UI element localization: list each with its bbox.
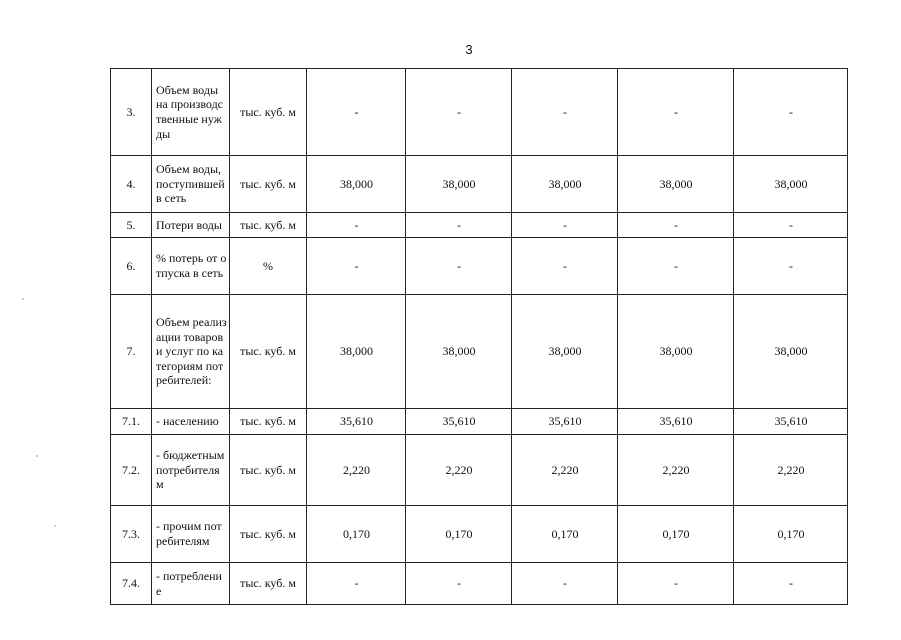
row-value: 38,000 bbox=[618, 156, 734, 213]
row-unit: тыс. куб. м bbox=[230, 213, 307, 238]
row-name: % потерь от отпуска в сеть bbox=[152, 238, 230, 295]
row-number: 7. bbox=[111, 295, 152, 409]
row-name: Объем воды, поступившей в сеть bbox=[152, 156, 230, 213]
scan-speck bbox=[36, 455, 38, 457]
row-value: - bbox=[734, 238, 848, 295]
row-name: - населению bbox=[152, 409, 230, 435]
row-value: 0,170 bbox=[307, 506, 406, 563]
page-number: 3 bbox=[465, 42, 473, 57]
row-value: - bbox=[406, 69, 512, 156]
row-number: 6. bbox=[111, 238, 152, 295]
row-unit: тыс. куб. м bbox=[230, 69, 307, 156]
row-value: 0,170 bbox=[618, 506, 734, 563]
table-row bbox=[111, 506, 848, 563]
table-row bbox=[111, 295, 848, 409]
scan-speck bbox=[54, 525, 56, 527]
row-unit: тыс. куб. м bbox=[230, 435, 307, 506]
row-number: 4. bbox=[111, 156, 152, 213]
row-number: 3. bbox=[111, 69, 152, 156]
row-value: - bbox=[307, 213, 406, 238]
row-name: Объем реализации товаров и услуг по категориям потребителей: bbox=[152, 295, 230, 409]
row-value: 2,220 bbox=[618, 435, 734, 506]
row-number: 5. bbox=[111, 213, 152, 238]
row-value: 38,000 bbox=[307, 156, 406, 213]
row-value: 2,220 bbox=[406, 435, 512, 506]
row-unit: тыс. куб. м bbox=[230, 563, 307, 605]
row-value: 38,000 bbox=[406, 295, 512, 409]
row-value: - bbox=[512, 213, 618, 238]
row-unit: тыс. куб. м bbox=[230, 409, 307, 435]
row-value: 35,610 bbox=[734, 409, 848, 435]
water-balance-table bbox=[110, 68, 848, 605]
row-value: 0,170 bbox=[512, 506, 618, 563]
table-row bbox=[111, 563, 848, 605]
table-row bbox=[111, 435, 848, 506]
row-value: - bbox=[734, 213, 848, 238]
row-name: Объем воды на производственные нужды bbox=[152, 69, 230, 156]
row-value: - bbox=[406, 563, 512, 605]
table-row bbox=[111, 156, 848, 213]
row-name: - потребление bbox=[152, 563, 230, 605]
row-name: - прочим потребителям bbox=[152, 506, 230, 563]
row-value: 2,220 bbox=[307, 435, 406, 506]
row-number: 7.4. bbox=[111, 563, 152, 605]
row-value: - bbox=[512, 238, 618, 295]
row-value: 0,170 bbox=[406, 506, 512, 563]
row-name: - бюджетным потребителям bbox=[152, 435, 230, 506]
row-value: 2,220 bbox=[512, 435, 618, 506]
row-value: - bbox=[307, 238, 406, 295]
row-value: - bbox=[618, 69, 734, 156]
row-value: 38,000 bbox=[512, 156, 618, 213]
row-number: 7.3. bbox=[111, 506, 152, 563]
row-unit: % bbox=[230, 238, 307, 295]
row-value: 2,220 bbox=[734, 435, 848, 506]
row-value: - bbox=[512, 69, 618, 156]
row-number: 7.1. bbox=[111, 409, 152, 435]
table-row bbox=[111, 238, 848, 295]
row-value: 35,610 bbox=[618, 409, 734, 435]
row-value: 38,000 bbox=[618, 295, 734, 409]
row-value: 35,610 bbox=[406, 409, 512, 435]
row-value: - bbox=[618, 213, 734, 238]
table-row bbox=[111, 69, 848, 156]
row-unit: тыс. куб. м bbox=[230, 295, 307, 409]
row-value: 35,610 bbox=[512, 409, 618, 435]
row-value: - bbox=[406, 213, 512, 238]
row-value: 38,000 bbox=[734, 295, 848, 409]
row-unit: тыс. куб. м bbox=[230, 506, 307, 563]
scan-speck bbox=[22, 298, 24, 300]
row-value: 35,610 bbox=[307, 409, 406, 435]
table-body bbox=[111, 69, 848, 605]
row-value: - bbox=[618, 563, 734, 605]
table-row bbox=[111, 409, 848, 435]
row-value: 38,000 bbox=[512, 295, 618, 409]
row-value: 38,000 bbox=[406, 156, 512, 213]
row-value: - bbox=[512, 563, 618, 605]
row-value: - bbox=[307, 563, 406, 605]
row-value: 38,000 bbox=[307, 295, 406, 409]
row-name: Потери воды bbox=[152, 213, 230, 238]
row-number: 7.2. bbox=[111, 435, 152, 506]
row-value: - bbox=[734, 69, 848, 156]
table-row bbox=[111, 213, 848, 238]
row-value: - bbox=[734, 563, 848, 605]
row-value: 38,000 bbox=[734, 156, 848, 213]
row-value: - bbox=[618, 238, 734, 295]
row-value: - bbox=[307, 69, 406, 156]
row-value: - bbox=[406, 238, 512, 295]
row-unit: тыс. куб. м bbox=[230, 156, 307, 213]
row-value: 0,170 bbox=[734, 506, 848, 563]
